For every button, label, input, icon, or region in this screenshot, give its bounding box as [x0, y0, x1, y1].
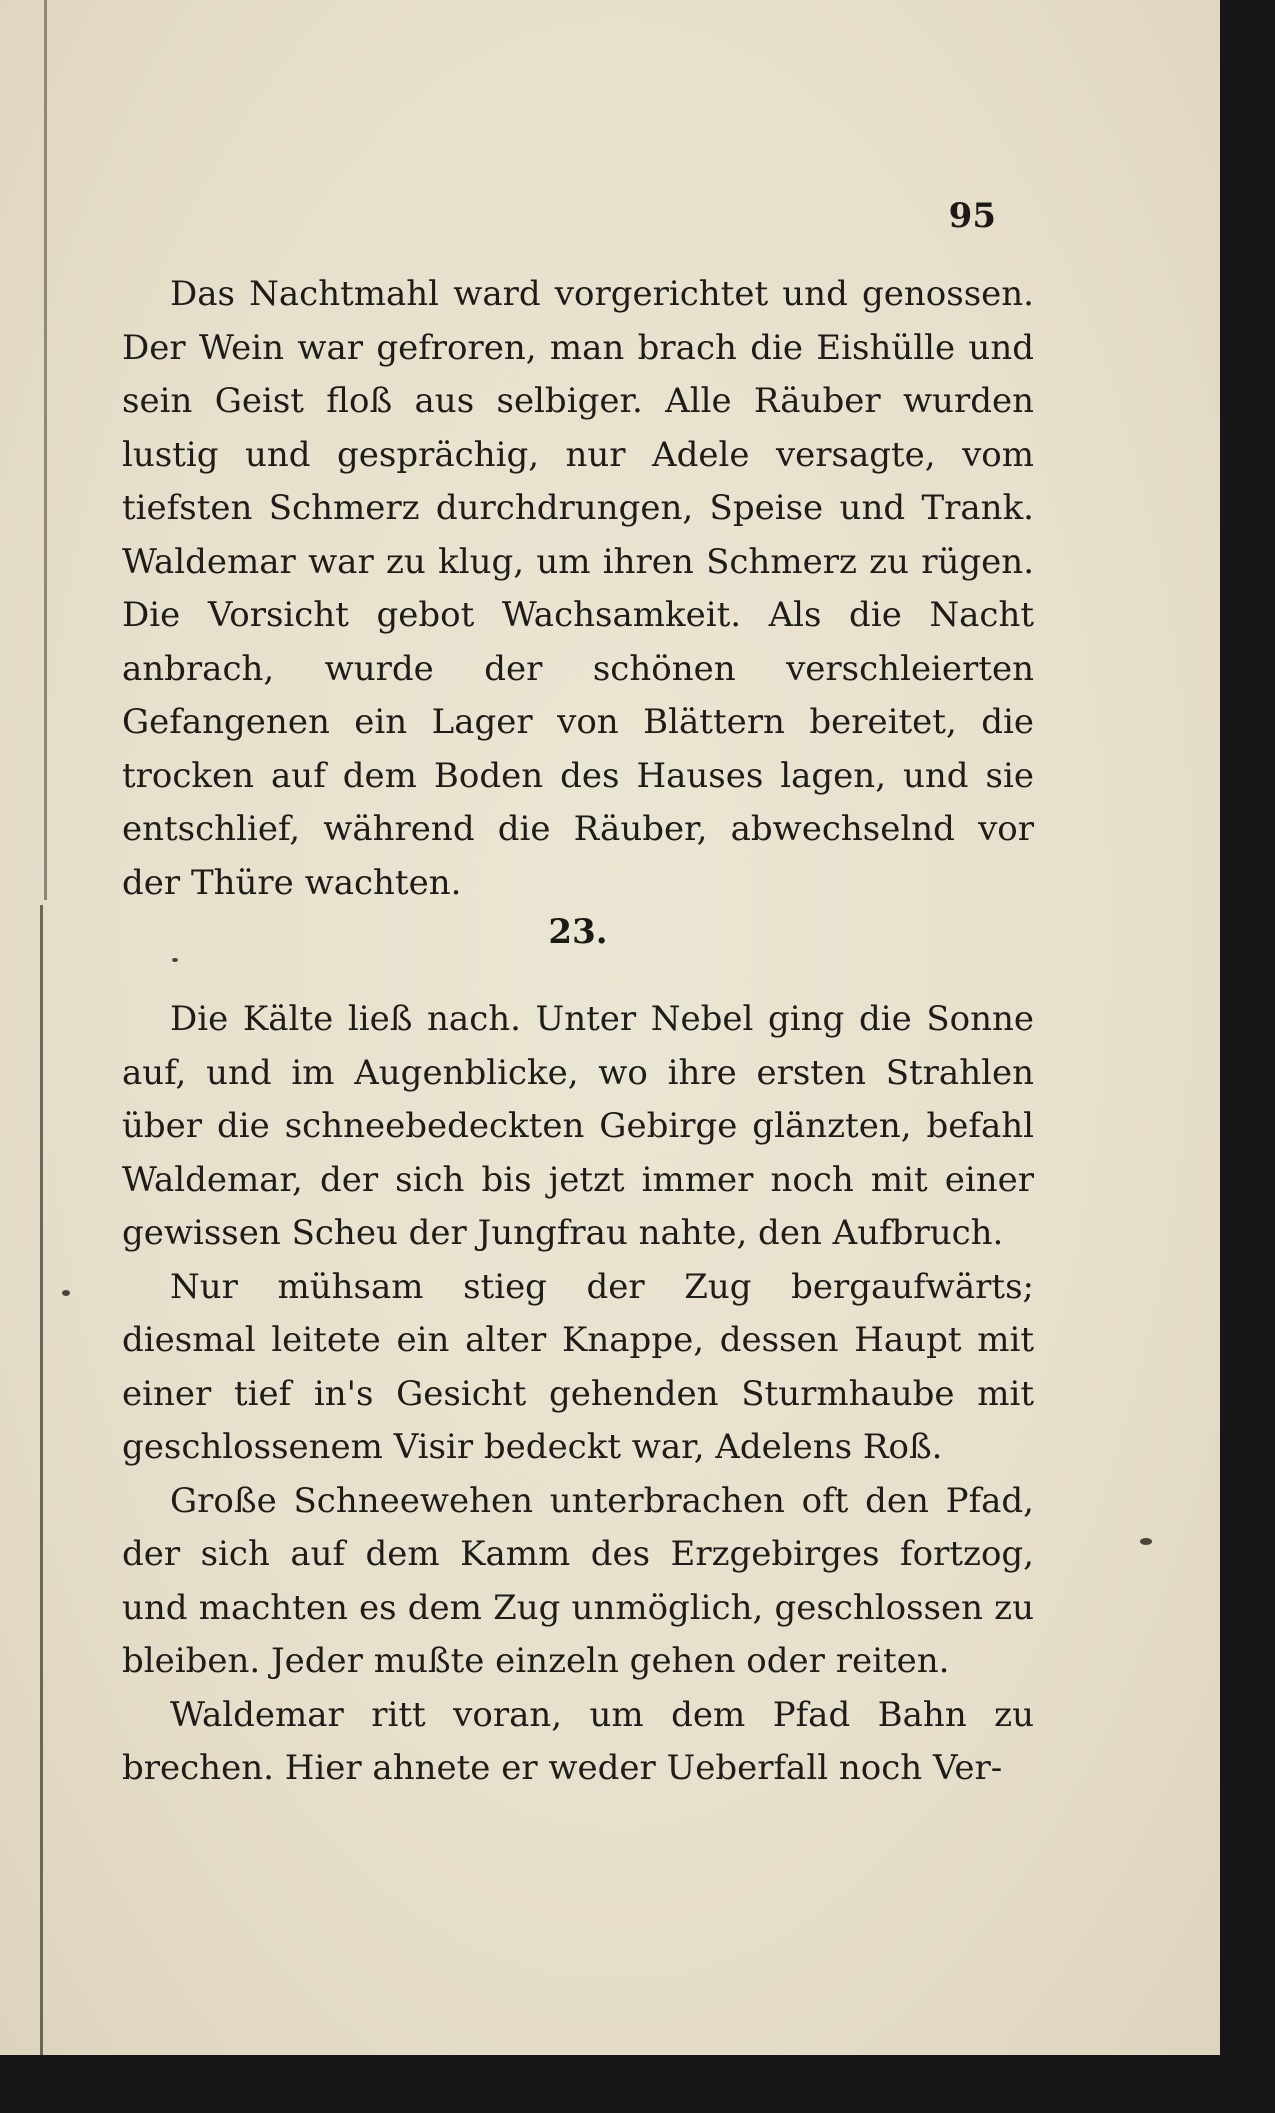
- paragraph: Große Schneewehen unterbrachen oft den Pfad, der sich auf dem Kamm des Erzgebirges fortzog, und machten es dem Zug unmöglich, geschlossen zu bleiben. Jeder mußte einzeln gehen oder reiten.: [122, 1480, 1034, 1681]
- paragraph: Waldemar ritt voran, um dem Pfad Bahn zu brechen. Hier ahnete er weder Ueberfall noch Ver-: [122, 1694, 1034, 1788]
- scan-border-right: [1220, 0, 1275, 2113]
- ink-speck: [62, 1290, 70, 1296]
- paragraph: Das Nachtmahl ward vorgerichtet und genossen. Der Wein war gefroren, man brach die Eishülle und sein Geist floß aus selbiger. Alle Räuber wurden lustig und gesprächig, nur Adele versagte, vom tiefsten Schmerz durchdrungen, Speise und Trank. Waldemar war zu klug, um ihren Schmerz zu rügen. Die Vorsicht gebot Wachsamkeit. Als die Nacht anbrach, wurde der schönen verschleierten Gefangenen ein Lager von Blättern bereitet, die trocken auf dem Boden des Hauses lagen, und sie entschlief, während die Räuber, abwechselnd vor der Thüre wachten.: [122, 274, 1034, 903]
- section-heading: 23.: [548, 912, 608, 952]
- text-block-before-section: [122, 268, 1034, 910]
- gutter-line: [44, 0, 47, 900]
- paragraph: Nur mühsam stieg der Zug bergaufwärts; diesmal leitete ein alter Knappe, dessen Haupt mit einer tief in's Gesicht gehenden Sturmhaube mit geschlossenem Visir bedeckt war, Adelens Roß.: [122, 1266, 1034, 1467]
- scan-border-bottom: [0, 2055, 1275, 2113]
- paragraph: Die Kälte ließ nach. Unter Nebel ging die Sonne auf, und im Augenblicke, wo ihre ersten Strahlen über die schneebedeckten Gebirge glänzten, befahl Waldemar, der sich bis jetzt immer noch mit einer gewissen Scheu der Jungfrau nahte, den Aufbruch.: [122, 999, 1034, 1253]
- page-number: 95: [948, 196, 996, 236]
- ink-speck: [172, 958, 178, 962]
- ink-speck: [1140, 1538, 1152, 1545]
- text-block-after-section: [122, 993, 1034, 1796]
- gutter-line: [40, 905, 43, 2055]
